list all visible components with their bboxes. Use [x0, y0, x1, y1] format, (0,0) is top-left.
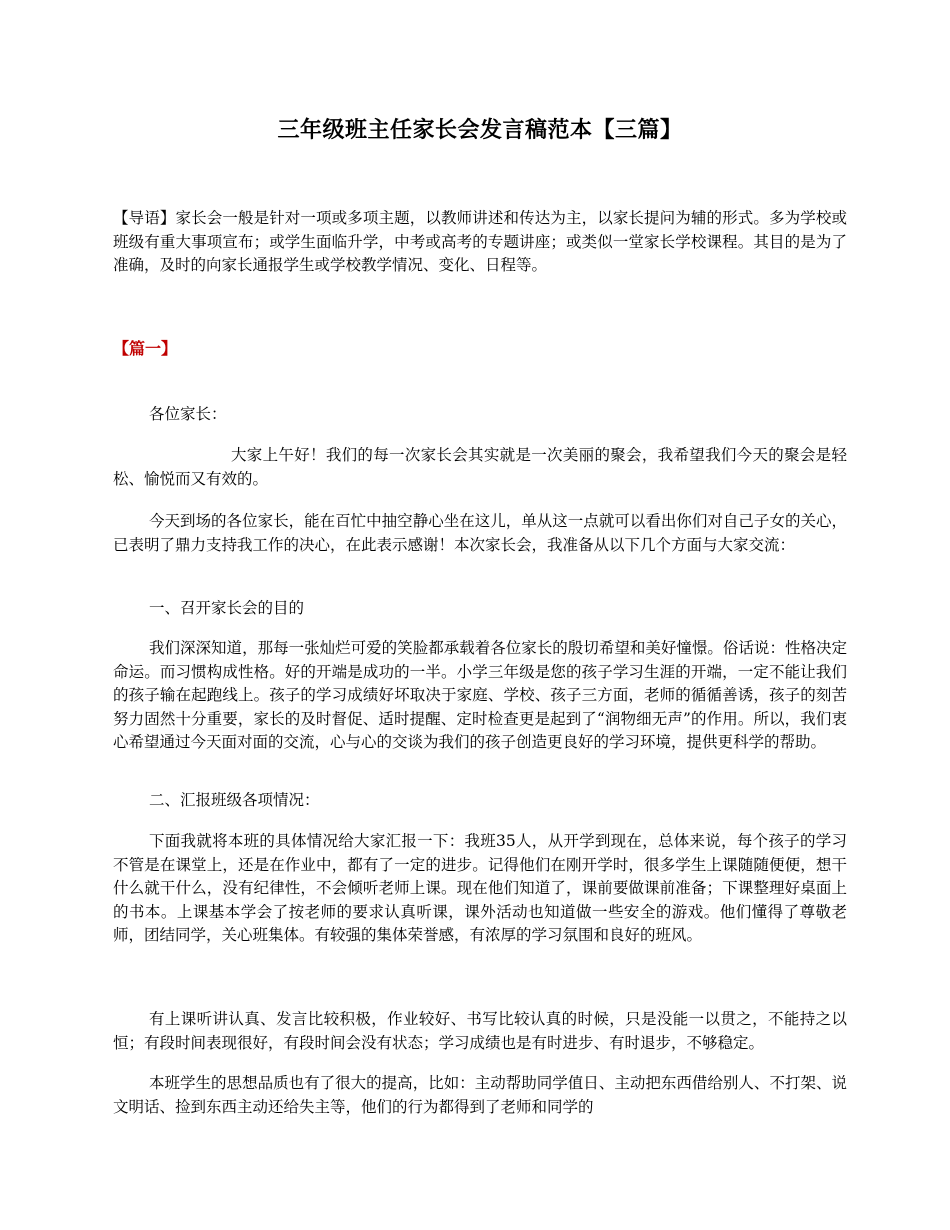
body-paragraph: 下面我就将本班的具体情况给大家汇报一下：我班35人，从开学到现在，总体来说，每个孩子的学习不管是在课堂上，还是在作业中，都有了一定的进步。记得他们在刚开学时，很多学生上课随随便便，想干什么就干什么，没有纪律性，不会倾听老师上课。现在他们知道了，课前要做课前准备；下课整理好桌面上的书本。上课基本学会了按老师的要求认真听课，课外活动也知道做一些安全的游戏。他们懂得了尊敬老师，团结同学，关心班集体。有较强的集体荣誉感，有浓厚的学习氛围和良好的班风。 — [113, 832, 847, 945]
body-paragraph: 本班学生的思想品质也有了很大的提高，比如：主动帮助同学值日、主动把东西借给别人、不打架、说文明话、捡到东西主动还给失主等，他们的行为都得到了老师和同学的 — [113, 1074, 847, 1116]
subheading-report: 二、汇报班级各项情况： — [149, 791, 320, 809]
body-paragraph: 今天到场的各位家长，能在百忙中抽空静心坐在这儿，单从这一点就可以看出你们对自己子女的关心，已表明了鼎力支持我工作的决心，在此表示感谢！本次家长会，我准备从以下几个方面与大家交流： — [113, 512, 847, 554]
section-heading: 【篇一】 — [113, 339, 178, 358]
body-paragraph: 我们深深知道，那每一张灿烂可爱的笑脸都承载着各位家长的殷切希望和美好憧憬。俗话说：性格决定命运。而习惯构成性格。好的开端是成功的一半。小学三年级是您的孩子学习生涯的开端，一定不能让我们的孩子输在起跑线上。孩子的学习成绩好坏取决于家庭、学校、孩子三方面，老师的循循善诱，孩子的刻苦努力固然十分重要，家长的及时督促、适时提醒、定时检查更是起到了“润物细无声”的作用。所以，我们衷心希望通过今天面对面的交流，心与心的交谈为我们的孩子创造更良好的学习环境，提供更科学的帮助。 — [113, 639, 847, 752]
body-paragraph: 有上课听讲认真、发言比较积极，作业较好、书写比较认真的时候，只是没能一以贯之，不能持之以恒；有段时间表现很好，有段时间会没有状态；学习成绩也是有时进步、有时退步，不够稳定。 — [113, 1010, 847, 1052]
subheading-purpose: 一、召开家长会的目的 — [149, 599, 305, 617]
document-page — [113, 0, 847, 1230]
document-title: 三年级班主任家长会发言稿范本【三篇】 — [277, 117, 683, 143]
greeting: 各位家长： — [149, 405, 227, 423]
intro-paragraph: 【导语】家长会一般是针对一项或多项主题，以教师讲述和传达为主，以家长提问为辅的形式。多为学校或班级有重大事项宣布；或学生面临升学，中考或高考的专题讲座；或类似一堂家长学校课程。其目的是为了准确，及时的向家长通报学生或学校教学情况、变化、日程等。 — [113, 209, 847, 275]
body-paragraph: 大家上午好！我们的每一次家长会其实就是一次美丽的聚会，我希望我们今天的聚会是轻松、愉悦而又有效的。 — [113, 446, 847, 488]
